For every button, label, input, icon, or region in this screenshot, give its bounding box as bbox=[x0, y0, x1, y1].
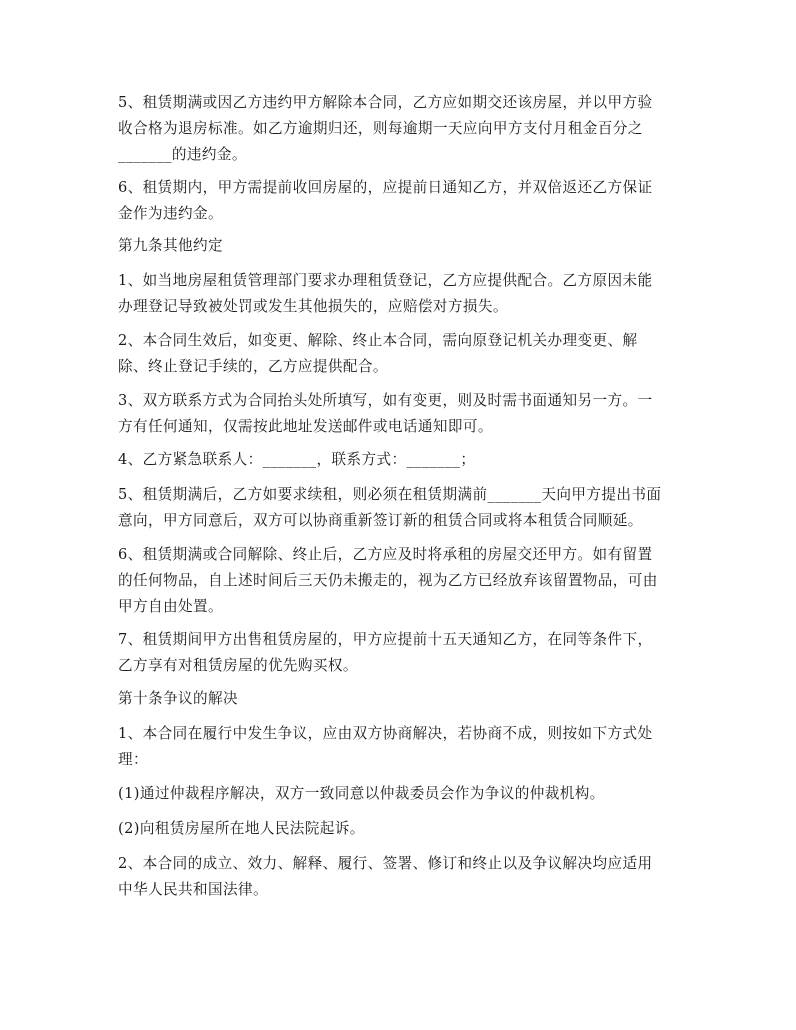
text-line: 第九条其他约定 bbox=[118, 237, 223, 254]
text-line: 5、租赁期满或因乙方违约甲方解除本合同，乙方应如期交还该房屋，并以甲方验 bbox=[118, 94, 653, 111]
text-line: 5、租赁期满后，乙方如要求续租，则必须在租赁期满前_______天向甲方提出书面 bbox=[118, 486, 662, 503]
section-heading bbox=[118, 686, 683, 712]
text-line: 7、租赁期间甲方出售租赁房屋的，甲方应提前十五天通知乙方，在同等条件下， bbox=[118, 631, 653, 648]
text-line: 1、如当地房屋租赁管理部门要求办理租赁登记，乙方应提供配合。乙方原因未能 bbox=[118, 272, 653, 289]
clause-paragraph bbox=[118, 447, 683, 473]
text-line: 中华人民共和国法律。 bbox=[118, 881, 268, 898]
section-heading bbox=[118, 233, 683, 259]
clause-paragraph bbox=[118, 388, 683, 440]
clause-paragraph bbox=[118, 851, 683, 903]
text-line: 的任何物品，自上述时间后三天仍未搬走的，视为乙方已经放弃该留置物品，可由 bbox=[118, 572, 658, 589]
text-line: 4、乙方紧急联系人：_______，联系方式：_______； bbox=[118, 451, 476, 468]
text-line: 办理登记导致被处罚或发生其他损失的，应赔偿对方损失。 bbox=[118, 298, 508, 315]
text-line: 甲方自由处置。 bbox=[118, 598, 223, 615]
text-line: (2)向租赁房屋所在地人民法院起诉。 bbox=[118, 820, 365, 837]
text-line: 1、本合同在履行中发生争议，应由双方协商解决，若协商不成，则按如下方式处 bbox=[118, 725, 653, 742]
clause-paragraph bbox=[118, 627, 683, 679]
text-line: 意向，甲方同意后，双方可以协商重新签订新的租赁合同或将本租赁合同顺延。 bbox=[118, 512, 643, 529]
clause-paragraph bbox=[118, 542, 683, 620]
text-line: 金作为违约金。 bbox=[118, 205, 223, 222]
text-line: 3、双方联系方式为合同抬头处所填写，如有变更，则及时需书面通知另一方。一 bbox=[118, 392, 653, 409]
text-line: (1)通过仲裁程序解决，双方一致同意以仲裁委员会作为争议的仲裁机构。 bbox=[118, 785, 605, 802]
text-line: 理： bbox=[118, 751, 148, 768]
text-line: 方有任何通知，仅需按此地址发送邮件或电话通知即可。 bbox=[118, 418, 493, 435]
clause-paragraph bbox=[118, 482, 683, 534]
text-line: 2、本合同的成立、效力、解释、履行、签署、修订和终止以及争议解决均应适用 bbox=[118, 855, 653, 872]
clause-paragraph bbox=[118, 90, 683, 168]
text-line: 除、终止登记手续的，乙方应提供配合。 bbox=[118, 358, 388, 375]
text-line: 第十条争议的解决 bbox=[118, 690, 238, 707]
text-line: 2、本合同生效后，如变更、解除、终止本合同，需向原登记机关办理变更、解 bbox=[118, 332, 638, 349]
clause-paragraph bbox=[118, 816, 683, 842]
text-line: 6、租赁期满或合同解除、终止后，乙方应及时将承租的房屋交还甲方。如有留置 bbox=[118, 546, 653, 563]
clause-paragraph bbox=[118, 721, 683, 773]
clause-paragraph bbox=[118, 268, 683, 320]
text-line: 乙方享有对租赁房屋的优先购买权。 bbox=[118, 657, 358, 674]
clause-paragraph bbox=[118, 328, 683, 380]
text-line: 6、租赁期内，甲方需提前收回房屋的，应提前日通知乙方，并双倍返还乙方保证 bbox=[118, 179, 653, 196]
clause-paragraph bbox=[118, 781, 683, 807]
clause-paragraph bbox=[118, 175, 683, 227]
text-line: 收合格为退房标准。如乙方逾期归还，则每逾期一天应向甲方支付月租金百分之 bbox=[118, 120, 643, 137]
text-line: _______的违约金。 bbox=[118, 146, 247, 163]
